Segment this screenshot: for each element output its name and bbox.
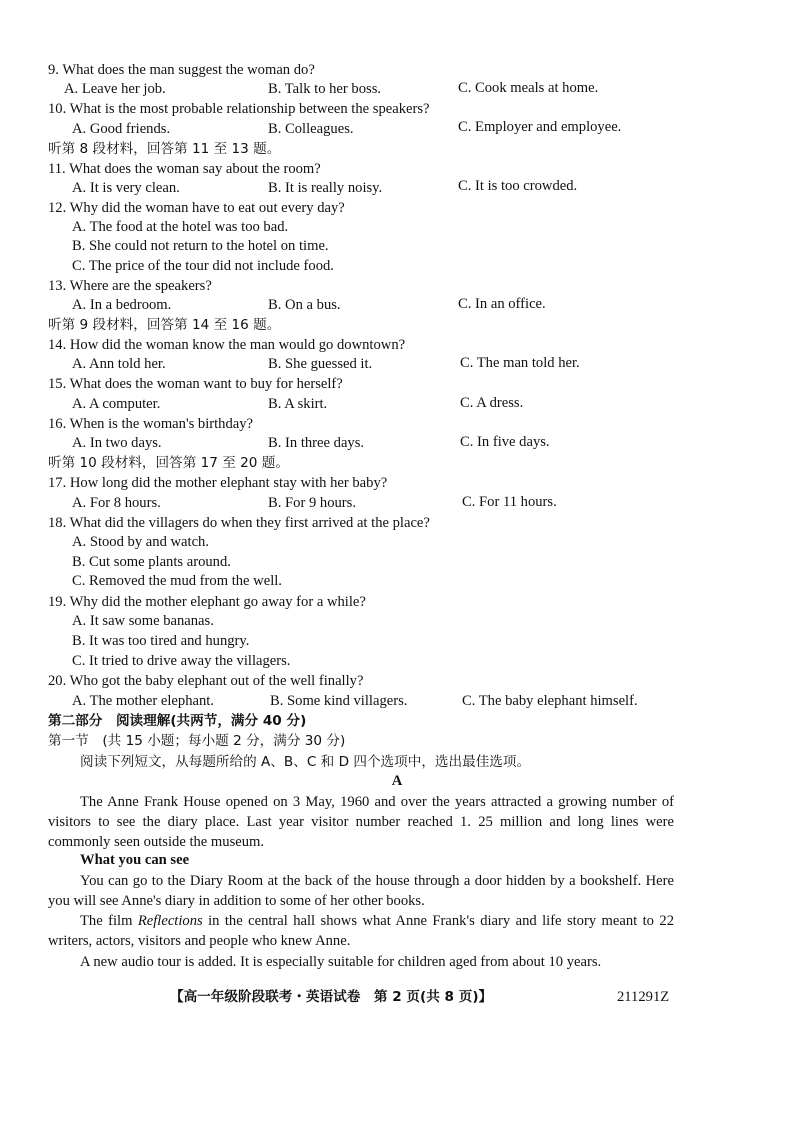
option-19c: C. It tried to drive away the villagers. xyxy=(72,653,291,669)
option-9b: B. Talk to her boss. xyxy=(268,81,382,97)
section-heading-10: 听第 10 段材料，回答第 17 至 20 题。 xyxy=(48,455,289,471)
option-20c: C. The baby elephant himself. xyxy=(462,693,638,709)
option-18c: C. Removed the mud from the well. xyxy=(72,573,282,589)
part-two-heading: 第二部分 阅读理解(共两节，满分 40 分) xyxy=(48,713,307,729)
passage-p3-start: The film xyxy=(80,913,138,929)
passage-paragraph-4: A new audio tour is added. It is especially suitable for children aged from about 10 years. xyxy=(80,954,602,970)
option-9c: C. Cook meals at home. xyxy=(458,80,599,96)
option-10c: C. Employer and employee. xyxy=(458,119,622,135)
option-20b: B. Some kind villagers. xyxy=(270,693,408,709)
option-19b: B. It was too tired and hungry. xyxy=(72,633,250,649)
option-10a: A. Good friends. xyxy=(72,121,171,137)
question-17: 17. How long did the mother elephant stay with her baby? xyxy=(48,475,388,491)
passage-paragraph-1: The Anne Frank House opened on 3 May, 1960 and over the years attracted a growing number of visitors to see the diary place. Last year visitor number reached 1. 25 million and long lines were commonly seen outside the museum. xyxy=(48,794,674,850)
option-18a: A. Stood by and watch. xyxy=(72,534,210,550)
passage-paragraph-3 xyxy=(48,911,674,951)
film-title: Reflections xyxy=(137,913,203,929)
option-14b: B. She guessed it. xyxy=(268,356,373,372)
option-14a: A. Ann told her. xyxy=(72,356,166,372)
section-heading-8: 听第 8 段材料，回答第 11 至 13 题。 xyxy=(48,141,281,157)
option-17a: A. For 8 hours. xyxy=(72,495,161,511)
passage-subheading: What you can see xyxy=(80,852,190,868)
option-12c: C. The price of the tour did not include food. xyxy=(72,258,334,274)
question-12: 12. Why did the woman have to eat out every day? xyxy=(48,200,345,216)
option-9a: A. Leave her job. xyxy=(64,81,166,97)
passage-p3-end: in the central hall shows what Anne Frank's diary and life story meant to 22 writers, actors, visitors and people who knew Anne. xyxy=(48,913,674,949)
option-15b: B. A skirt. xyxy=(268,396,328,412)
question-14: 14. How did the woman know the man would go downtown? xyxy=(48,337,406,353)
option-11c: C. It is too crowded. xyxy=(458,178,578,194)
question-19: 19. Why did the mother elephant go away for a while? xyxy=(48,594,366,610)
option-11b: B. It is really noisy. xyxy=(268,180,383,196)
option-11a: A. It is very clean. xyxy=(72,180,180,196)
exam-code: 211291Z xyxy=(617,989,670,1005)
section-one-heading: 第一节 (共 15 小题；每小题 2 分，满分 30 分) xyxy=(48,733,346,749)
option-10b: B. Colleagues. xyxy=(268,121,354,137)
passage-title: A xyxy=(391,773,403,789)
option-19a: A. It saw some bananas. xyxy=(72,613,214,629)
question-9: 9. What does the man suggest the woman do? xyxy=(48,62,315,78)
option-18b: B. Cut some plants around. xyxy=(72,554,231,570)
option-15a: A. A computer. xyxy=(72,396,161,412)
option-12a: A. The food at the hotel was too bad. xyxy=(72,219,289,235)
option-16a: A. In two days. xyxy=(72,435,162,451)
option-17c: C. For 11 hours. xyxy=(462,494,557,510)
option-13a: A. In a bedroom. xyxy=(72,297,172,313)
question-16: 16. When is the woman's birthday? xyxy=(48,416,254,432)
option-14c: C. The man told her. xyxy=(460,355,580,371)
footer-label: 【高一年级阶段联考・英语试卷 第 2 页(共 8 页)】 xyxy=(170,989,493,1005)
option-16c: C. In five days. xyxy=(460,434,550,450)
option-12b: B. She could not return to the hotel on time. xyxy=(72,238,329,254)
passage-paragraph-2: You can go to the Diary Room at the back of the house through a door hidden by a bookshelf. Here you will see Anne's diary in addition to some of her other books. xyxy=(48,873,674,909)
question-11: 11. What does the woman say about the room? xyxy=(48,161,321,177)
option-15c: C. A dress. xyxy=(460,395,524,411)
question-15: 15. What does the woman want to buy for herself? xyxy=(48,376,343,392)
question-13: 13. Where are the speakers? xyxy=(48,278,212,294)
option-17b: B. For 9 hours. xyxy=(268,495,356,511)
option-16b: B. In three days. xyxy=(268,435,365,451)
option-13c: C. In an office. xyxy=(458,296,546,312)
reading-instruction: 阅读下列短文，从每题所给的 A、B、C 和 D 四个选项中，选出最佳选项。 xyxy=(80,754,531,770)
question-10: 10. What is the most probable relationship between the speakers? xyxy=(48,101,430,117)
option-13b: B. On a bus. xyxy=(268,297,341,313)
section-heading-9: 听第 9 段材料，回答第 14 至 16 题。 xyxy=(48,317,281,333)
question-20: 20. Who got the baby elephant out of the well finally? xyxy=(48,673,364,689)
question-18: 18. What did the villagers do when they first arrived at the place? xyxy=(48,515,430,531)
option-20a: A. The mother elephant. xyxy=(72,693,214,709)
